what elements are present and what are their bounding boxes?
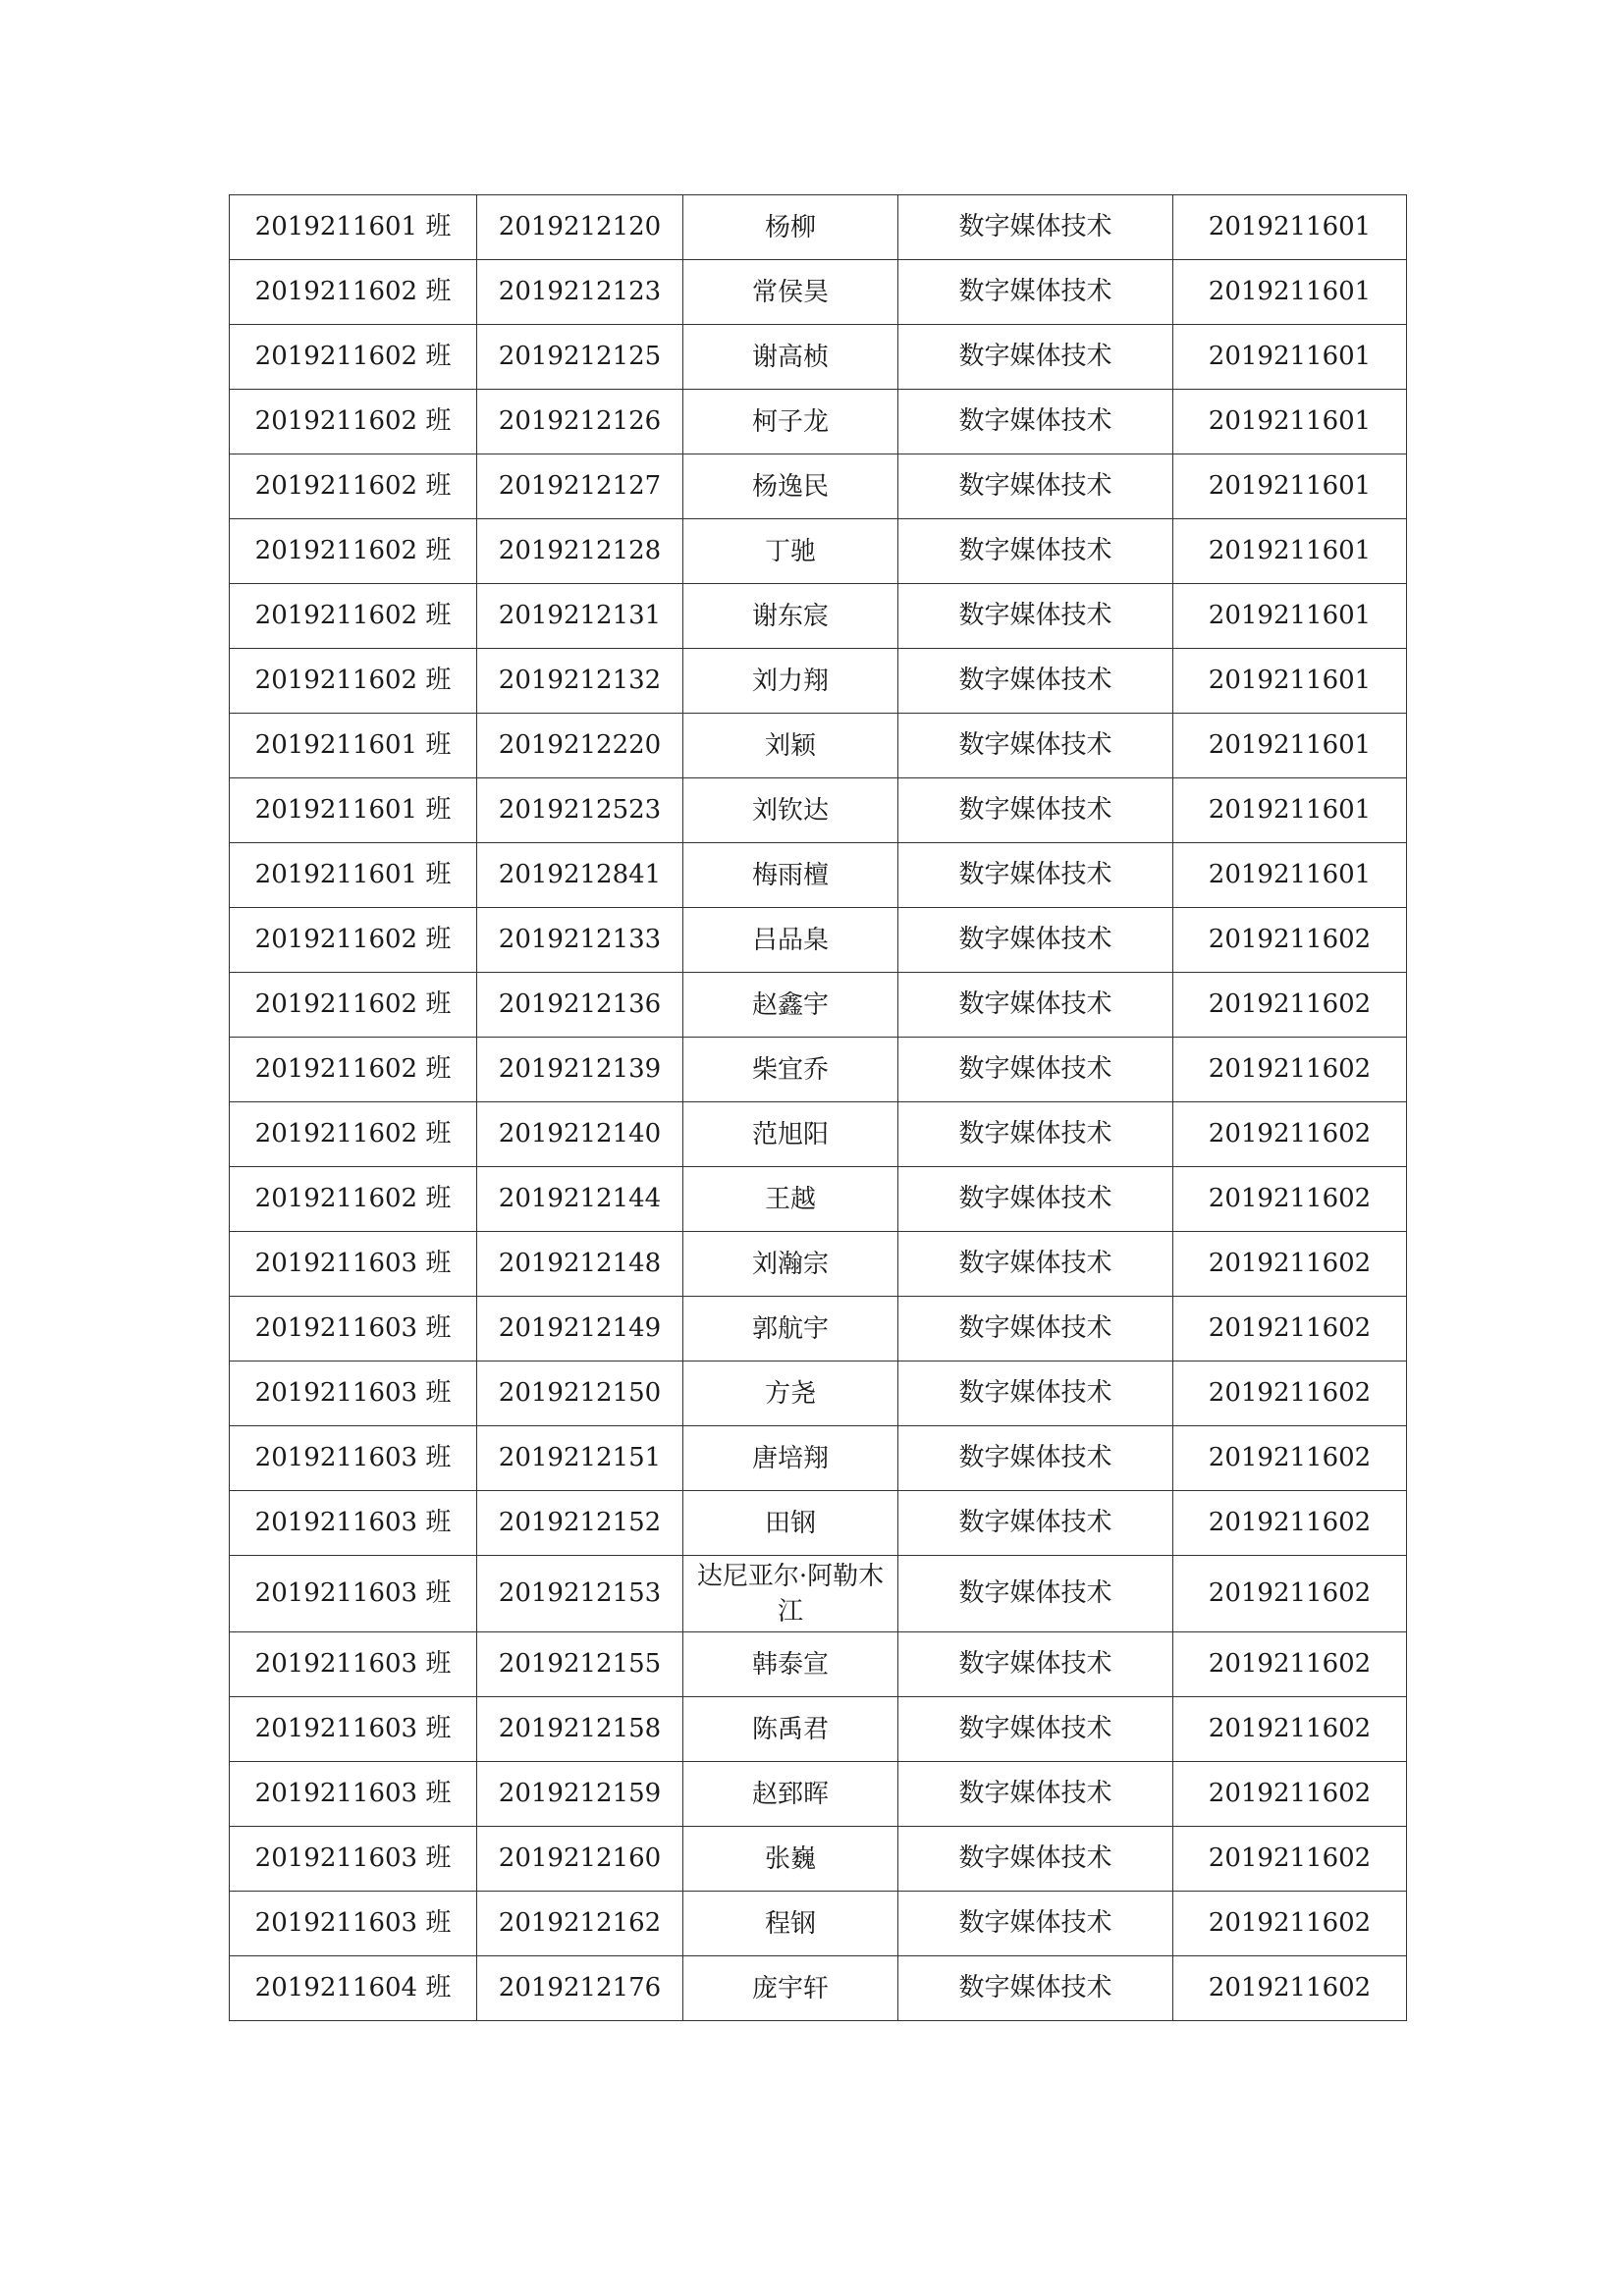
group-cell: 2019211602 — [1173, 908, 1407, 973]
student-id-cell: 2019212136 — [477, 973, 683, 1038]
name-cell: 程钢 — [683, 1892, 898, 1956]
table-row — [230, 1362, 1407, 1426]
major-cell: 数字媒体技术 — [898, 584, 1173, 649]
name-cell: 韩泰宣 — [683, 1632, 898, 1697]
major-cell: 数字媒体技术 — [898, 195, 1173, 260]
table-row — [230, 454, 1407, 519]
major-cell: 数字媒体技术 — [898, 1892, 1173, 1956]
class-cell: 2019211602 班 — [230, 649, 477, 714]
student-id-cell: 2019212150 — [477, 1362, 683, 1426]
class-cell: 2019211603 班 — [230, 1632, 477, 1697]
group-cell: 2019211602 — [1173, 1762, 1407, 1827]
name-cell: 谢东宸 — [683, 584, 898, 649]
group-cell: 2019211602 — [1173, 1362, 1407, 1426]
student-id-cell: 2019212155 — [477, 1632, 683, 1697]
major-cell: 数字媒体技术 — [898, 390, 1173, 454]
table-row — [230, 778, 1407, 843]
class-cell: 2019211602 班 — [230, 1167, 477, 1232]
major-cell: 数字媒体技术 — [898, 1632, 1173, 1697]
class-cell: 2019211603 班 — [230, 1762, 477, 1827]
name-cell: 赵鑫宇 — [683, 973, 898, 1038]
group-cell: 2019211602 — [1173, 1232, 1407, 1297]
major-cell: 数字媒体技术 — [898, 454, 1173, 519]
name-cell: 达尼亚尔·阿勒木江 — [683, 1556, 898, 1632]
major-cell: 数字媒体技术 — [898, 1491, 1173, 1556]
name-cell: 刘瀚宗 — [683, 1232, 898, 1297]
group-cell: 2019211602 — [1173, 1167, 1407, 1232]
major-cell: 数字媒体技术 — [898, 1762, 1173, 1827]
major-cell: 数字媒体技术 — [898, 1167, 1173, 1232]
class-cell: 2019211602 班 — [230, 390, 477, 454]
group-cell: 2019211602 — [1173, 1956, 1407, 2021]
student-id-cell: 2019212160 — [477, 1827, 683, 1892]
name-cell: 陈禹君 — [683, 1697, 898, 1762]
name-cell: 吕品臬 — [683, 908, 898, 973]
student-id-cell: 2019212220 — [477, 714, 683, 778]
name-cell: 谢高桢 — [683, 325, 898, 390]
table-row — [230, 195, 1407, 260]
class-cell: 2019211602 班 — [230, 454, 477, 519]
table-row — [230, 1892, 1407, 1956]
student-id-cell: 2019212148 — [477, 1232, 683, 1297]
group-cell: 2019211601 — [1173, 714, 1407, 778]
student-id-cell: 2019212133 — [477, 908, 683, 973]
table-row — [230, 1167, 1407, 1232]
student-id-cell: 2019212123 — [477, 260, 683, 325]
group-cell: 2019211602 — [1173, 1556, 1407, 1632]
group-cell: 2019211602 — [1173, 1102, 1407, 1167]
name-cell: 梅雨檀 — [683, 843, 898, 908]
major-cell: 数字媒体技术 — [898, 843, 1173, 908]
class-cell: 2019211602 班 — [230, 519, 477, 584]
major-cell: 数字媒体技术 — [898, 1697, 1173, 1762]
class-cell: 2019211603 班 — [230, 1297, 477, 1362]
name-cell: 郭航宇 — [683, 1297, 898, 1362]
roster-body — [230, 195, 1407, 2021]
class-cell: 2019211601 班 — [230, 843, 477, 908]
student-id-cell: 2019212151 — [477, 1426, 683, 1491]
class-cell: 2019211603 班 — [230, 1362, 477, 1426]
name-cell: 丁驰 — [683, 519, 898, 584]
name-cell: 方尧 — [683, 1362, 898, 1426]
name-cell: 庞宇轩 — [683, 1956, 898, 2021]
student-id-cell: 2019212120 — [477, 195, 683, 260]
table-row — [230, 1232, 1407, 1297]
student-id-cell: 2019212144 — [477, 1167, 683, 1232]
group-cell: 2019211602 — [1173, 1632, 1407, 1697]
major-cell: 数字媒体技术 — [898, 1362, 1173, 1426]
table-row — [230, 1556, 1407, 1632]
major-cell: 数字媒体技术 — [898, 1102, 1173, 1167]
student-id-cell: 2019212126 — [477, 390, 683, 454]
group-cell: 2019211601 — [1173, 843, 1407, 908]
major-cell: 数字媒体技术 — [898, 973, 1173, 1038]
major-cell: 数字媒体技术 — [898, 1232, 1173, 1297]
group-cell: 2019211601 — [1173, 778, 1407, 843]
group-cell: 2019211601 — [1173, 519, 1407, 584]
group-cell: 2019211602 — [1173, 1697, 1407, 1762]
table-row — [230, 1491, 1407, 1556]
major-cell: 数字媒体技术 — [898, 1556, 1173, 1632]
student-roster-table — [229, 194, 1407, 2021]
name-cell: 杨柳 — [683, 195, 898, 260]
name-cell: 柯子龙 — [683, 390, 898, 454]
table-row — [230, 714, 1407, 778]
name-cell: 田钢 — [683, 1491, 898, 1556]
table-row — [230, 325, 1407, 390]
student-id-cell: 2019212152 — [477, 1491, 683, 1556]
table-row — [230, 1038, 1407, 1102]
student-id-cell: 2019212153 — [477, 1556, 683, 1632]
class-cell: 2019211603 班 — [230, 1892, 477, 1956]
group-cell: 2019211601 — [1173, 325, 1407, 390]
table-row — [230, 519, 1407, 584]
student-id-cell: 2019212162 — [477, 1892, 683, 1956]
group-cell: 2019211601 — [1173, 260, 1407, 325]
class-cell: 2019211602 班 — [230, 260, 477, 325]
group-cell: 2019211601 — [1173, 454, 1407, 519]
table-row — [230, 1426, 1407, 1491]
class-cell: 2019211601 班 — [230, 778, 477, 843]
name-cell: 刘钦达 — [683, 778, 898, 843]
table-row — [230, 973, 1407, 1038]
class-cell: 2019211602 班 — [230, 1102, 477, 1167]
major-cell: 数字媒体技术 — [898, 778, 1173, 843]
name-cell: 范旭阳 — [683, 1102, 898, 1167]
major-cell: 数字媒体技术 — [898, 908, 1173, 973]
student-id-cell: 2019212176 — [477, 1956, 683, 2021]
class-cell: 2019211602 班 — [230, 325, 477, 390]
group-cell: 2019211601 — [1173, 584, 1407, 649]
student-id-cell: 2019212128 — [477, 519, 683, 584]
table-row — [230, 1297, 1407, 1362]
group-cell: 2019211602 — [1173, 1426, 1407, 1491]
student-id-cell: 2019212140 — [477, 1102, 683, 1167]
class-cell: 2019211603 班 — [230, 1491, 477, 1556]
major-cell: 数字媒体技术 — [898, 325, 1173, 390]
class-cell: 2019211602 班 — [230, 1038, 477, 1102]
major-cell: 数字媒体技术 — [898, 519, 1173, 584]
major-cell: 数字媒体技术 — [898, 1297, 1173, 1362]
student-id-cell: 2019212841 — [477, 843, 683, 908]
name-cell: 常侯昊 — [683, 260, 898, 325]
major-cell: 数字媒体技术 — [898, 649, 1173, 714]
table-row — [230, 908, 1407, 973]
major-cell: 数字媒体技术 — [898, 1956, 1173, 2021]
group-cell: 2019211601 — [1173, 195, 1407, 260]
student-id-cell: 2019212158 — [477, 1697, 683, 1762]
group-cell: 2019211602 — [1173, 1491, 1407, 1556]
table-row — [230, 1827, 1407, 1892]
class-cell: 2019211602 班 — [230, 908, 477, 973]
name-cell: 杨逸民 — [683, 454, 898, 519]
group-cell: 2019211602 — [1173, 1827, 1407, 1892]
student-id-cell: 2019212125 — [477, 325, 683, 390]
student-id-cell: 2019212149 — [477, 1297, 683, 1362]
student-id-cell: 2019212159 — [477, 1762, 683, 1827]
table-row — [230, 260, 1407, 325]
table-row — [230, 649, 1407, 714]
table-row — [230, 1632, 1407, 1697]
table-row — [230, 1102, 1407, 1167]
table-row — [230, 1697, 1407, 1762]
major-cell: 数字媒体技术 — [898, 1038, 1173, 1102]
student-id-cell: 2019212132 — [477, 649, 683, 714]
major-cell: 数字媒体技术 — [898, 714, 1173, 778]
group-cell: 2019211602 — [1173, 1892, 1407, 1956]
class-cell: 2019211603 班 — [230, 1697, 477, 1762]
class-cell: 2019211601 班 — [230, 714, 477, 778]
class-cell: 2019211602 班 — [230, 973, 477, 1038]
student-id-cell: 2019212523 — [477, 778, 683, 843]
major-cell: 数字媒体技术 — [898, 1426, 1173, 1491]
table-row — [230, 1762, 1407, 1827]
class-cell: 2019211603 班 — [230, 1827, 477, 1892]
name-cell: 刘颖 — [683, 714, 898, 778]
group-cell: 2019211602 — [1173, 1038, 1407, 1102]
name-cell: 王越 — [683, 1167, 898, 1232]
student-id-cell: 2019212127 — [477, 454, 683, 519]
class-cell: 2019211603 班 — [230, 1232, 477, 1297]
name-cell: 唐培翔 — [683, 1426, 898, 1491]
name-cell: 刘力翔 — [683, 649, 898, 714]
name-cell: 赵郅晖 — [683, 1762, 898, 1827]
class-cell: 2019211604 班 — [230, 1956, 477, 2021]
table-row — [230, 584, 1407, 649]
group-cell: 2019211601 — [1173, 390, 1407, 454]
group-cell: 2019211601 — [1173, 649, 1407, 714]
group-cell: 2019211602 — [1173, 973, 1407, 1038]
class-cell: 2019211601 班 — [230, 195, 477, 260]
name-cell: 张巍 — [683, 1827, 898, 1892]
student-id-cell: 2019212131 — [477, 584, 683, 649]
table-row — [230, 1956, 1407, 2021]
major-cell: 数字媒体技术 — [898, 260, 1173, 325]
group-cell: 2019211602 — [1173, 1297, 1407, 1362]
class-cell: 2019211603 班 — [230, 1556, 477, 1632]
student-id-cell: 2019212139 — [477, 1038, 683, 1102]
table-row — [230, 390, 1407, 454]
table-row — [230, 843, 1407, 908]
class-cell: 2019211603 班 — [230, 1426, 477, 1491]
class-cell: 2019211602 班 — [230, 584, 477, 649]
major-cell: 数字媒体技术 — [898, 1827, 1173, 1892]
name-cell: 柴宜乔 — [683, 1038, 898, 1102]
